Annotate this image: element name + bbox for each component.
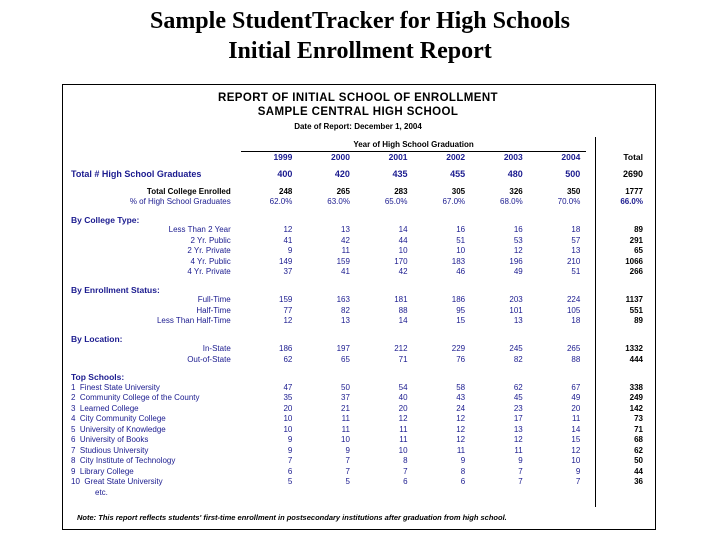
column-header-year-2001: 2001 [388,151,408,162]
cell-4yr-private-total: 266 [629,267,643,276]
cell-top-school-10-2004: 7 [575,477,581,486]
cell-out-of-state-total: 444 [629,354,643,364]
cell-graduates-total: 2690 [622,169,643,179]
cell-top-school-8-2003: 9 [518,456,523,465]
report-panel [62,84,656,530]
column-header-year-2002: 2002 [446,151,466,162]
cell-top-school-6-2004: 15 [571,435,581,444]
cell-college-enrolled-total: 1777 [625,186,643,196]
table-row-top-school [71,477,645,488]
table-row-enrollment-status [71,295,645,306]
cell-less-than-2-year-1999: 12 [283,225,293,234]
table-row-college-type [71,267,645,278]
report-header [71,91,645,133]
cell-top-school-6-2003: 12 [513,435,523,444]
cell-4yr-public-1999: 149 [279,256,293,266]
cell-4yr-public-2002: 183 [451,256,466,266]
cell-college-enrolled-2001: 283 [394,186,408,196]
etc-label: etc. [95,487,108,497]
table-row-college-type [71,225,645,236]
cell-half-time-2004: 105 [566,305,581,315]
cell-top-school-10-1999: 5 [287,477,293,486]
top-school-rank-8: 8 [71,456,76,465]
cell-top-school-6-2001: 11 [399,435,408,444]
cell-out-of-state-2004: 88 [571,354,581,364]
table-row-graduates [71,169,645,180]
cell-top-school-8-2000: 7 [345,456,350,465]
enrollment-table [71,133,645,498]
cell-top-school-10-2002: 6 [460,477,466,486]
cell-out-of-state-2000: 65 [341,354,350,364]
cell-pct-graduates-2000: 63.0% [327,197,350,206]
spacer-row [71,133,645,140]
table-span-header-row [71,140,645,151]
cell-top-school-5-2000: 11 [341,424,350,434]
top-school-rank-7: 7 [71,445,76,455]
row-label-top-school-3 [71,404,241,415]
top-school-name-3: Learned College [79,403,139,413]
table-row-top-school [71,446,645,457]
row-label-top-school-10 [71,477,241,488]
cell-top-school-3-2000: 21 [341,403,350,413]
cell-out-of-state-1999: 62 [283,354,293,364]
cell-top-school-4-2001: 12 [398,414,408,423]
table-row-enrollment-status [71,306,645,317]
section-title-top-schools: Top Schools: [71,372,125,382]
top-school-name-9: Library College [79,466,134,476]
table-row-enrollment-status [71,316,645,327]
row-label-half-time: Half-Time [196,305,231,315]
total-column-divider [595,137,596,507]
cell-top-school-9-total: 44 [634,466,643,476]
row-label-top-school-2 [71,393,241,404]
cell-in-state-2002: 229 [451,344,466,353]
cell-full-time-2000: 163 [336,295,350,304]
top-school-rank-6: 6 [71,435,76,444]
report-heading-line-2: SAMPLE CENTRAL HIGH SCHOOL [257,106,459,118]
cell-4yr-private-2002: 46 [456,267,466,276]
cell-top-school-2-1999: 35 [283,393,293,402]
row-label-less-than-2-year: Less Than 2 Year [168,225,231,234]
cell-out-of-state-2001: 71 [398,354,408,364]
cell-top-school-4-2002: 12 [456,414,466,423]
cell-2yr-private-2000: 11 [341,246,350,255]
section-header-by-college-type [71,215,645,226]
page-title [60,6,660,66]
spacer-row [71,180,645,187]
cell-half-time-2002: 95 [456,305,466,315]
cell-less-than-2-year-2003: 16 [513,225,523,234]
cell-2yr-public-1999: 41 [283,235,293,245]
span-header-blank [71,140,241,151]
cell-top-school-3-2003: 23 [513,403,523,413]
cell-top-school-7-2001: 10 [398,445,408,455]
cell-top-school-6-2000: 10 [341,435,350,444]
cell-top-school-7-2004: 12 [571,445,581,455]
cell-top-school-7-2002: 11 [456,445,466,455]
top-school-name-10: Great State University [84,477,163,486]
cell-top-school-10-2003: 7 [518,477,523,486]
cell-less-than-2-year-total: 89 [634,225,643,234]
cell-in-state-2004: 265 [566,344,581,353]
top-school-name-2: Community College of the County [79,393,200,402]
cell-less-than-half-time-1999: 12 [283,316,293,325]
cell-top-school-8-2004: 10 [571,456,581,465]
spacer-row [71,278,645,285]
cell-top-school-8-total: 50 [634,456,643,465]
table-row-top-school [71,435,645,446]
cell-college-enrolled-2003: 326 [509,186,523,196]
row-label-4yr-public: 4 Yr. Public [190,256,231,266]
cell-top-school-9-2004: 9 [575,466,581,476]
cell-full-time-2002: 186 [451,295,466,304]
cell-less-than-half-time-2002: 15 [456,316,466,325]
cell-college-enrolled-2002: 305 [451,186,466,196]
cell-college-enrolled-2004: 350 [566,186,581,196]
table-row-top-school [71,467,645,478]
table-row-top-school [71,456,645,467]
row-label-2yr-private: 2 Yr. Private [187,246,231,255]
cell-2yr-public-2002: 51 [456,235,466,245]
table-row-college-type [71,257,645,268]
cell-graduates-2000: 420 [334,169,350,179]
cell-2yr-public-2001: 44 [398,235,408,245]
top-school-rank-4: 4 [71,414,76,423]
cell-out-of-state-2002: 76 [456,354,466,364]
top-school-name-7: Studious University [79,445,149,455]
top-school-rank-1: 1 [71,382,76,392]
cell-top-school-2-total: 249 [629,393,643,402]
report-footnote: Note: This report reflects students' first-time enrollment in postsecondary institutions after graduation from high school. [77,513,507,522]
cell-2yr-private-1999: 9 [287,246,293,255]
column-header-year-2003: 2003 [503,151,523,162]
cell-in-state-2001: 212 [394,344,408,353]
cell-2yr-private-2004: 13 [571,246,581,255]
cell-graduates-2002: 455 [450,169,466,179]
cell-half-time-1999: 77 [283,305,293,315]
section-title-by-college-type: By College Type: [71,214,140,225]
table-row-pct-graduates [71,197,645,208]
cell-less-than-2-year-2004: 18 [571,225,581,234]
cell-pct-graduates-2001: 65.0% [384,197,408,206]
cell-top-school-7-2000: 9 [345,445,350,455]
cell-less-than-half-time-2004: 18 [571,316,581,325]
year-span-header: Year of High School Graduation [241,140,587,151]
column-header-year-1999: 1999 [273,151,293,162]
cell-top-school-8-2002: 9 [460,456,466,465]
table-row-top-school [71,393,645,404]
table-row-college-type [71,236,645,247]
cell-2yr-public-2004: 57 [571,235,581,245]
cell-top-school-6-1999: 9 [287,435,293,444]
top-school-rank-5: 5 [71,424,76,434]
cell-full-time-2001: 181 [394,295,408,304]
cell-full-time-2003: 203 [509,295,523,304]
top-school-name-5: University of Knowledge [79,424,166,434]
page-title-line-2: Initial Enrollment Report [228,38,492,64]
cell-top-school-7-total: 62 [634,445,643,455]
top-school-rank-3: 3 [71,403,76,413]
row-label-in-state: In-State [202,344,231,353]
spacer-row [71,365,645,372]
table-row-etc [71,488,645,499]
cell-in-state-total: 1332 [625,344,643,353]
table-row-top-school [71,425,645,436]
column-header-year-2004: 2004 [561,151,581,162]
cell-top-school-1-2004: 67 [571,382,581,392]
row-label-top-school-5 [71,425,241,436]
cell-in-state-1999: 186 [279,344,293,353]
top-school-rank-10: 10 [71,477,80,486]
page-title-line-1: Sample StudentTracker for High Schools [149,8,571,34]
cell-top-school-6-2002: 12 [456,435,466,444]
cell-top-school-2-2004: 49 [571,393,581,402]
cell-pct-graduates-2002: 67.0% [442,197,466,206]
cell-top-school-4-total: 73 [634,414,643,423]
cell-in-state-2000: 197 [336,344,350,353]
cell-in-state-2003: 245 [509,344,523,353]
cell-top-school-9-2000: 7 [345,466,350,476]
cell-top-school-3-2004: 20 [571,403,581,413]
cell-2yr-public-total: 291 [629,235,643,245]
row-label-top-school-8 [71,456,241,467]
table-row-top-school [71,404,645,415]
cell-top-school-10-2000: 5 [345,477,350,486]
row-label-pct-graduates: % of High School Graduates [129,197,231,206]
column-header-total: Total [623,151,643,162]
cell-top-school-8-1999: 7 [287,456,293,465]
cell-half-time-2000: 82 [341,305,350,315]
top-school-name-6: University of Books [79,435,149,444]
cell-top-school-1-2001: 54 [398,382,408,392]
top-school-rank-9: 9 [71,466,76,476]
cell-less-than-half-time-2001: 14 [398,316,408,325]
section-title-by-enrollment-status: By Enrollment Status: [71,284,160,295]
cell-top-school-4-2000: 11 [341,414,350,423]
top-school-name-4: City Community College [79,414,166,423]
cell-4yr-public-total: 1066 [625,256,643,266]
table-column-header-row [71,151,645,162]
cell-top-school-5-total: 71 [634,424,643,434]
cell-full-time-total: 1137 [625,295,643,304]
cell-top-school-2-2000: 37 [341,393,350,402]
cell-less-than-half-time-total: 89 [634,316,643,325]
row-label-top-school-1 [71,383,241,394]
row-label-top-school-4 [71,414,241,425]
cell-pct-graduates-1999: 62.0% [269,197,293,206]
table-row-top-school [71,414,645,425]
cell-top-school-4-2003: 17 [513,414,523,423]
row-label-top-school-9 [71,467,241,478]
cell-top-school-9-2002: 8 [460,466,466,476]
cell-4yr-public-2000: 159 [336,256,350,266]
cell-college-enrolled-2000: 265 [336,186,350,196]
cell-full-time-2004: 224 [566,295,581,304]
cell-4yr-private-2000: 41 [341,267,350,276]
table-row-college-type [71,246,645,257]
row-label-top-school-6 [71,435,241,446]
cell-top-school-2-2001: 40 [398,393,408,402]
cell-4yr-private-2003: 49 [513,267,523,276]
cell-college-enrolled-1999: 248 [279,186,293,196]
row-label-full-time: Full-Time [197,295,231,304]
cell-top-school-1-2000: 50 [341,382,350,392]
table-row-college-enrolled [71,187,645,198]
row-label-college-enrolled: Total College Enrolled [146,186,231,196]
cell-top-school-7-2003: 11 [514,445,523,455]
cell-graduates-2001: 435 [392,169,408,179]
top-school-rank-2: 2 [71,393,76,402]
cell-2yr-private-2003: 12 [513,246,523,255]
section-header-by-enrollment-status [71,285,645,296]
cell-top-school-10-total: 36 [634,477,643,486]
spacer-row [71,208,645,215]
cell-top-school-3-2002: 24 [456,403,466,413]
cell-graduates-1999: 400 [277,169,293,179]
table-row-location [71,355,645,366]
cell-top-school-5-2002: 12 [456,424,466,434]
cell-2yr-private-total: 65 [634,246,643,255]
cell-top-school-5-2001: 11 [399,424,408,434]
cell-less-than-2-year-2001: 14 [398,225,408,234]
top-school-name-1: Finest State University [79,382,160,392]
cell-top-school-3-1999: 20 [283,403,293,413]
cell-top-school-1-2002: 58 [456,382,466,392]
cell-4yr-private-1999: 37 [283,267,293,276]
cell-top-school-2-2002: 43 [456,393,466,402]
report-heading-line-1: REPORT OF INITIAL SCHOOL OF ENROLLMENT [218,92,498,104]
cell-less-than-half-time-2000: 13 [341,316,350,325]
cell-top-school-5-1999: 10 [283,424,293,434]
cell-4yr-private-2004: 51 [571,267,581,276]
cell-graduates-2004: 500 [565,169,581,179]
report-date-line: Date of Report: December 1, 2004 [294,122,422,131]
cell-top-school-4-2004: 11 [572,414,581,423]
table-row-top-school [71,383,645,394]
cell-full-time-1999: 159 [279,295,293,304]
cell-4yr-public-2004: 210 [566,256,581,266]
spacer-row [71,327,645,334]
row-label-2yr-public: 2 Yr. Public [190,235,231,245]
row-label-out-of-state: Out-of-State [187,354,231,364]
cell-top-school-3-total: 142 [629,403,643,413]
cell-out-of-state-2003: 82 [513,354,523,364]
cell-top-school-5-2003: 13 [513,424,523,434]
cell-less-than-2-year-2000: 13 [341,225,350,234]
cell-4yr-private-2001: 42 [398,267,408,276]
cell-top-school-9-1999: 6 [287,466,293,476]
column-header-blank [71,151,241,162]
cell-top-school-9-2001: 7 [403,466,408,476]
cell-pct-graduates-total: 66.0% [620,197,643,206]
cell-graduates-2003: 480 [507,169,523,179]
cell-top-school-10-2001: 6 [403,477,408,486]
cell-top-school-8-2001: 8 [403,456,408,465]
cell-top-school-1-total: 338 [629,382,643,392]
top-school-name-8: City Institute of Technology [79,456,176,465]
row-label-4yr-private: 4 Yr. Private [187,267,231,276]
section-title-by-location: By Location: [71,333,123,344]
row-label-graduates: Total # High School Graduates [71,169,202,179]
cell-top-school-5-2004: 14 [571,424,581,434]
cell-less-than-half-time-2003: 13 [513,316,523,325]
cell-top-school-6-total: 68 [634,435,643,444]
cell-top-school-1-1999: 47 [283,382,293,392]
row-label-less-than-half-time: Less Than Half-Time [156,316,231,325]
spacer-row [71,162,645,169]
section-header-top-schools [71,372,645,383]
cell-pct-graduates-2003: 68.0% [500,197,523,206]
column-header-year-2000: 2000 [331,151,350,162]
cell-top-school-9-2003: 7 [518,466,523,476]
row-label-top-school-7 [71,446,241,457]
table-row-location [71,344,645,355]
cell-top-school-3-2001: 20 [398,403,408,413]
cell-top-school-4-1999: 10 [283,414,293,423]
cell-2yr-private-2001: 10 [398,246,408,255]
cell-4yr-public-2003: 196 [509,256,523,266]
cell-top-school-1-2003: 62 [513,382,523,392]
cell-top-school-2-2003: 45 [513,393,523,402]
cell-half-time-2001: 88 [398,305,408,315]
cell-half-time-total: 551 [629,305,643,315]
cell-pct-graduates-2004: 70.0% [557,197,581,206]
cell-4yr-public-2001: 170 [394,256,408,266]
cell-top-school-7-1999: 9 [287,445,293,455]
cell-2yr-public-2003: 53 [513,235,523,245]
cell-2yr-public-2000: 42 [341,235,350,245]
cell-less-than-2-year-2002: 16 [456,225,466,234]
section-header-by-location [71,334,645,345]
cell-half-time-2003: 101 [509,305,523,315]
cell-2yr-private-2002: 10 [456,246,466,255]
